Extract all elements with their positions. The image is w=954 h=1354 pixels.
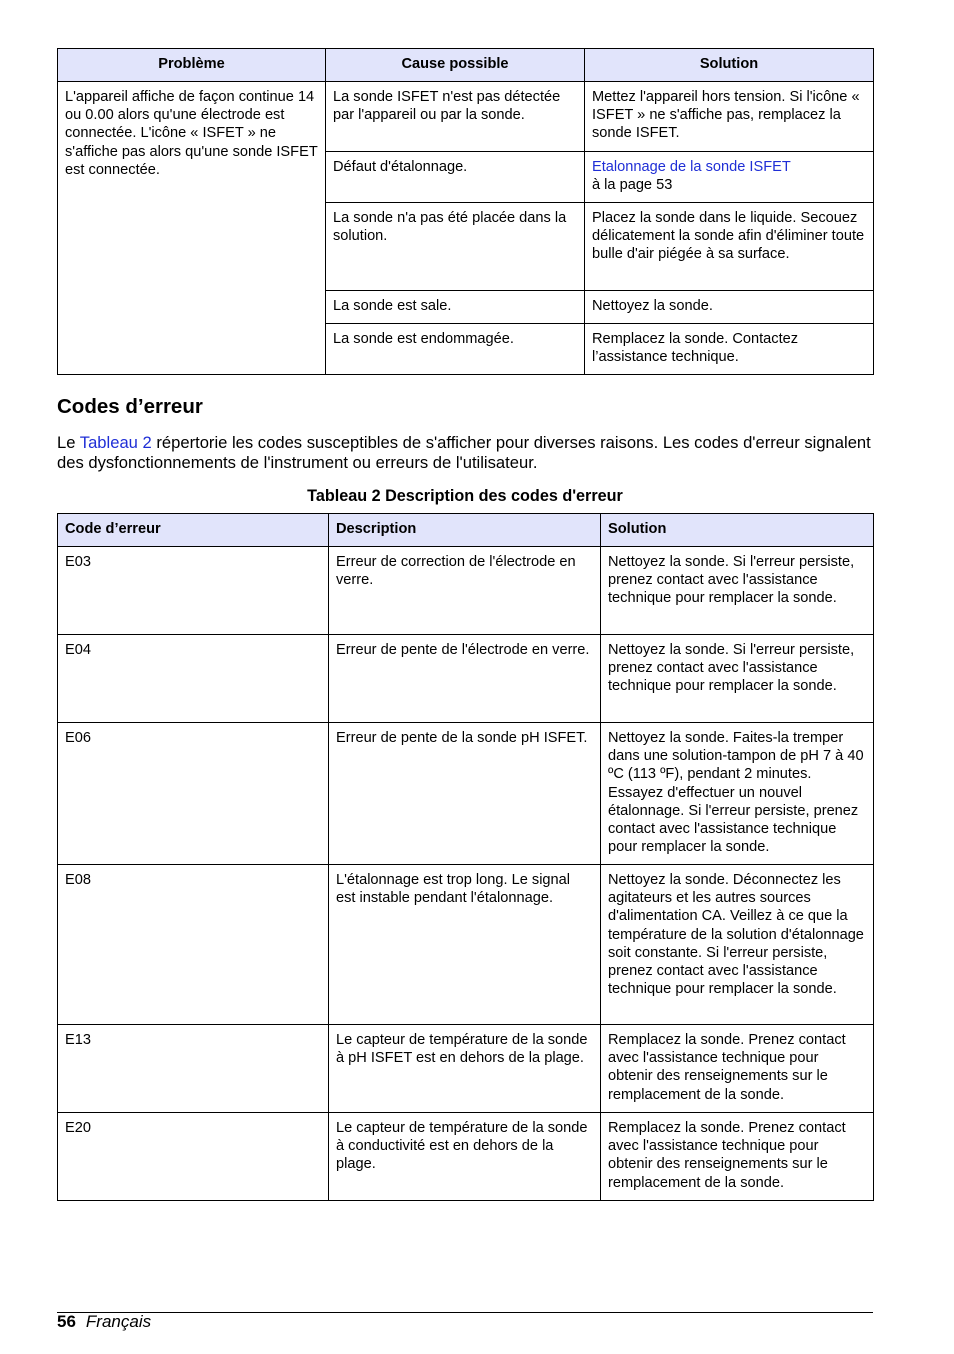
solution-cell: Remplacez la sonde. Contactez l’assistance technique. — [585, 324, 874, 375]
cause-cell: La sonde n'a pas été placée dans la solution. — [326, 203, 585, 291]
table-row — [58, 1025, 874, 1113]
solution-cell: Nettoyez la sonde. — [585, 291, 874, 324]
solution-cell: Placez la sonde dans le liquide. Secouez délicatement la sonde afin d'éliminer toute bulle d'air piégée à sa surface. — [585, 203, 874, 291]
section-heading: Codes d’erreur — [57, 395, 203, 418]
intro-before: Le — [57, 433, 80, 452]
page-number: 56 — [57, 1312, 76, 1331]
header-description: Description — [329, 514, 601, 547]
description-cell: Erreur de pente de la sonde pH ISFET. — [329, 723, 601, 865]
description-cell: L'étalonnage est trop long. Le signal est instable pendant l'étalonnage. — [329, 865, 601, 1025]
code-cell: E04 — [58, 635, 329, 723]
intro-paragraph — [57, 433, 873, 473]
code-cell: E08 — [58, 865, 329, 1025]
table-caption: Tableau 2 Description des codes d'erreur — [307, 487, 623, 505]
solution-cell: Remplacez la sonde. Prenez contact avec l'assistance technique pour obtenir des renseignements sur le remplacement de la sonde. — [601, 1025, 874, 1113]
header-code: Code d’erreur — [58, 514, 329, 547]
intro-after: répertorie les codes susceptibles de s'afficher pour diverses raisons. Les codes d'erreur signalent des dysfonctionnements de l'instrument ou erreurs de l'utilisateur. — [57, 433, 871, 472]
header-cause: Cause possible — [326, 49, 585, 82]
page-footer — [57, 1312, 151, 1332]
solution-cell: Nettoyez la sonde. Si l'erreur persiste, prenez contact avec l'assistance technique pour remplacer la sonde. — [601, 635, 874, 723]
table-row — [58, 547, 874, 635]
troubleshooting-table — [57, 48, 874, 375]
code-cell: E03 — [58, 547, 329, 635]
description-cell: Le capteur de température de la sonde à conductivité est en dehors de la plage. — [329, 1113, 601, 1201]
solution-cell — [585, 152, 874, 203]
header-probleme: Problème — [58, 49, 326, 82]
header-solution: Solution — [601, 514, 874, 547]
cause-cell: Défaut d'étalonnage. — [326, 152, 585, 203]
solution-cell: Mettez l'appareil hors tension. Si l'icône « ISFET » ne s'affiche pas, remplacez la sonde ISFET. — [585, 82, 874, 152]
solution-cell: Nettoyez la sonde. Déconnectez les agitateurs et les autres sources d'alimentation CA. Veillez à ce que la température de la solution d'étalonnage soit constante. Si l'erreur persiste, prenez contact avec l'assistance technique pour remplacer la sonde. — [601, 865, 874, 1025]
table-header-row — [58, 49, 874, 82]
code-cell: E06 — [58, 723, 329, 865]
cause-cell: La sonde ISFET n'est pas détectée par l'appareil ou par la sonde. — [326, 82, 585, 152]
table-row — [58, 82, 874, 152]
solution-cell: Nettoyez la sonde. Faites-la tremper dans une solution-tampon de pH 7 à 40 ºC (113 ºF), pendant 2 minutes. Essayez d'effectuer un nouvel étalonnage. Si l'erreur persiste, prenez contact avec l'assistance technique pour remplacer la sonde. — [601, 723, 874, 865]
solution-cell: Remplacez la sonde. Prenez contact avec l'assistance technique pour obtenir des renseignements sur le remplacement de la sonde. — [601, 1113, 874, 1201]
footer-language: Français — [85, 1312, 152, 1331]
code-cell: E13 — [58, 1025, 329, 1113]
table-2-link[interactable]: Tableau 2 — [79, 433, 152, 452]
description-cell: Erreur de pente de l'électrode en verre. — [329, 635, 601, 723]
header-solution: Solution — [585, 49, 874, 82]
table-header-row — [58, 514, 874, 547]
solution-cell: Nettoyez la sonde. Si l'erreur persiste, prenez contact avec l'assistance technique pour remplacer la sonde. — [601, 547, 874, 635]
calibration-link[interactable]: Etalonnage de la sonde ISFET — [592, 159, 791, 175]
table-row — [58, 723, 874, 865]
table-row — [58, 635, 874, 723]
table-row — [58, 865, 874, 1025]
problem-cell: L'appareil affiche de façon continue 14 ou 0.00 alors qu'une électrode est connectée. L'icône « ISFET » ne s'affiche pas alors qu'une sonde ISFET est connectée. — [58, 82, 326, 375]
error-codes-table — [57, 513, 874, 1201]
page-reference: à la page 53 — [592, 177, 673, 194]
cause-cell: La sonde est sale. — [326, 291, 585, 324]
description-cell: Erreur de correction de l'électrode en verre. — [329, 547, 601, 635]
description-cell: Le capteur de température de la sonde à pH ISFET est en dehors de la plage. — [329, 1025, 601, 1113]
cause-cell: La sonde est endommagée. — [326, 324, 585, 375]
code-cell: E20 — [58, 1113, 329, 1201]
footer-divider — [57, 1312, 873, 1313]
table-row — [58, 1113, 874, 1201]
